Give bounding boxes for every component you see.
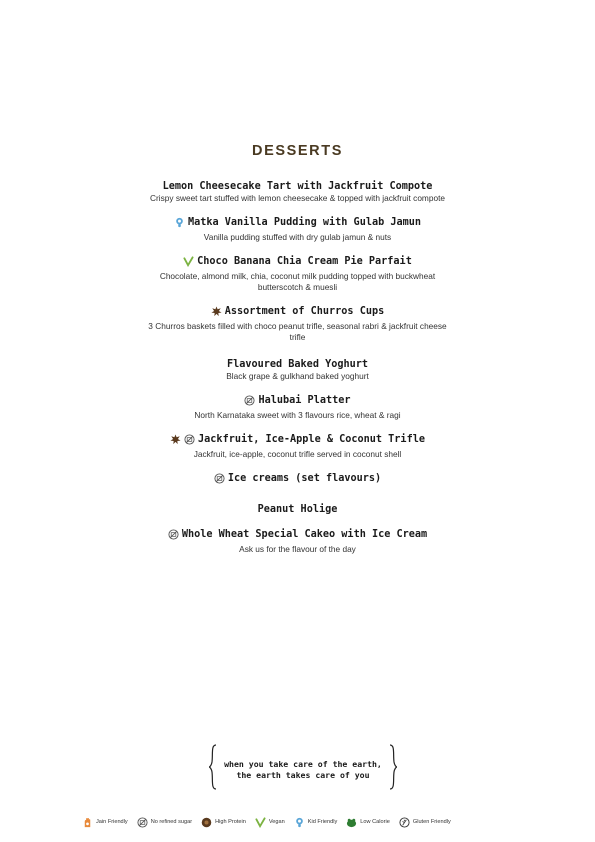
legend-item xyxy=(82,817,128,828)
legend-label: High Protein xyxy=(215,819,246,825)
menu-item xyxy=(0,497,595,516)
section-title: DESSERTS xyxy=(252,143,343,159)
footer-quote xyxy=(208,744,398,790)
menu-item-name: Flavoured Baked Yoghurt xyxy=(226,359,369,370)
menu-item-description: Crispy sweet tart stuffed with lemon cheesecake & topped with jackfruit compote xyxy=(150,193,445,203)
legend-label: Low Calorie xyxy=(360,819,390,825)
menu-item-name: Halubai Platter xyxy=(244,394,350,407)
menu-item xyxy=(0,302,595,343)
menu-item-name: Jackfruit, Ice-Apple & Coconut Trifle xyxy=(170,433,425,446)
menu-item-description: Chocolate, almond milk, chia, coconut milk pudding topped with buckwheat butterscotch & muesli xyxy=(159,271,436,292)
low-calorie-icon xyxy=(346,817,357,828)
jain-friendly-icon xyxy=(82,817,93,828)
quote-text xyxy=(208,759,398,781)
legend-item xyxy=(137,817,192,828)
no-refined-sugar-icon xyxy=(244,395,255,406)
kid-friendly-icon xyxy=(174,217,185,228)
menu-item xyxy=(0,252,595,293)
menu-item-description: Vanilla pudding stuffed with dry gulab jamun & nuts xyxy=(203,232,392,242)
right-brace-icon xyxy=(388,744,398,790)
high-protein-icon xyxy=(201,817,212,828)
menu-item-name: Whole Wheat Special Cakeo with Ice Cream xyxy=(168,528,427,541)
menu-item-description: North Karnataka sweet with 3 flavours rice, wheat & ragi xyxy=(194,410,401,420)
no-refined-sugar-icon xyxy=(137,817,148,828)
legend-item xyxy=(294,817,338,828)
menu-item-description: Black grape & gulkhand baked yoghurt xyxy=(226,371,369,381)
menu-item xyxy=(0,469,595,488)
legend-item xyxy=(346,817,390,828)
vegan-icon xyxy=(183,256,194,267)
menu-item-name: Assortment of Churros Cups xyxy=(211,305,384,318)
menu-item xyxy=(0,430,595,460)
menu-item-name: Matka Vanilla Pudding with Gulab Jamun xyxy=(174,216,421,229)
legend-label: Jain Friendly xyxy=(96,819,128,825)
menu-item-description: Jackfruit, ice-apple, coconut trifle served in coconut shell xyxy=(193,449,402,459)
menu-item xyxy=(0,213,595,243)
dietary-legend xyxy=(82,814,522,830)
menu-item xyxy=(0,391,595,421)
menu-item-name: Ice creams (set flavours) xyxy=(214,472,381,485)
vegan-icon xyxy=(255,817,266,828)
menu-item-name: Choco Banana Chia Cream Pie Parfait xyxy=(183,255,412,268)
legend-item xyxy=(399,817,451,828)
gluten-friendly-icon xyxy=(399,817,410,828)
legend-label: Vegan xyxy=(268,819,285,825)
high-protein-icon xyxy=(170,434,181,445)
legend-label: Gluten Friendly xyxy=(412,819,451,825)
dessert-menu xyxy=(0,174,595,564)
legend-label: No refined sugar xyxy=(150,819,193,825)
menu-item-name: Peanut Holige xyxy=(257,504,338,515)
legend-item xyxy=(201,817,246,828)
quote-line: the earth takes care of you xyxy=(236,770,370,780)
legend-item xyxy=(255,817,285,828)
no-refined-sugar-icon xyxy=(214,473,225,484)
no-refined-sugar-icon xyxy=(184,434,195,445)
menu-item xyxy=(0,352,595,382)
menu-item xyxy=(0,525,595,555)
menu-item-description: Ask us for the flavour of the day xyxy=(239,544,356,554)
no-refined-sugar-icon xyxy=(168,529,179,540)
legend-label: Kid Friendly xyxy=(307,819,338,825)
menu-item xyxy=(0,174,595,204)
menu-item-name: Lemon Cheesecake Tart with Jackfruit Compote xyxy=(162,181,433,192)
high-protein-icon xyxy=(211,306,222,317)
quote-line: when you take care of the earth, xyxy=(224,759,382,769)
kid-friendly-icon xyxy=(294,817,305,828)
menu-item-description: 3 Churros baskets filled with choco peanut trifle, seasonal rabri & jackfruit cheese trifle xyxy=(148,321,447,342)
